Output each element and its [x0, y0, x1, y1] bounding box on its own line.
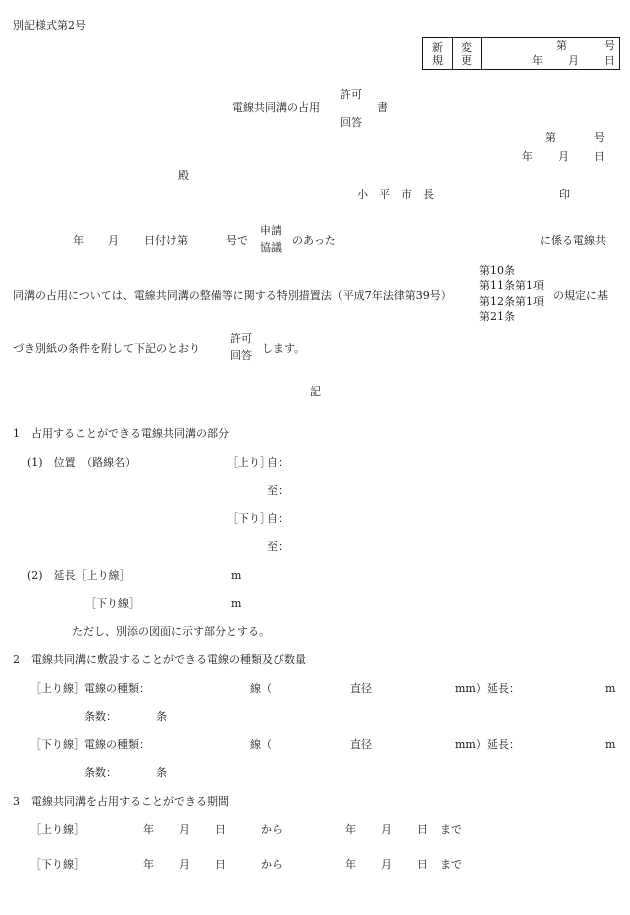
section1-heading: 1 占用することができる電線共同溝の部分 [13, 427, 229, 440]
section1-length-down-label: ［下り線］ [85, 597, 140, 610]
body-article-4: 第21条 [479, 310, 515, 323]
section2-down-count: 条数： [84, 766, 117, 779]
section3-up-end-year: 年 [345, 823, 356, 836]
body-year: 年 [73, 234, 84, 247]
section3-down-from: から [261, 858, 283, 871]
header-month: 月 [568, 54, 579, 67]
doc-date-year: 年 [522, 150, 533, 163]
body-article-2: 第11条第1項 [479, 279, 544, 292]
header-change-top: 変 [461, 41, 472, 54]
section2-down-length: 延長： [487, 738, 520, 751]
body-option-consult: 協議 [260, 241, 282, 254]
ki-heading: 記 [310, 385, 321, 398]
section1-position-label: (1) 位置 （路線名） [27, 456, 137, 469]
body-dated: 日付け第 [144, 234, 188, 247]
body-article-3: 第12条第1項 [479, 295, 544, 308]
section1-length-label: (2) 延長［上り線］ [27, 569, 131, 582]
section2-up-count: 条数： [84, 710, 117, 723]
body-option-permit: 許可 [230, 332, 252, 345]
title-main: 電線共同溝の占用 [232, 101, 320, 114]
body-number: 号で [226, 234, 248, 247]
section2-up-label: ［上り線］ [30, 682, 85, 695]
section1-down-from: 自： [267, 512, 289, 525]
doc-date-day: 日 [594, 150, 605, 163]
section2-up-diameter: 直径 [350, 682, 372, 695]
issuer-seal: 印 [559, 188, 570, 201]
section3-down-start-day: 日 [215, 858, 226, 871]
body-article-1: 第10条 [479, 264, 515, 277]
section3-down-end-year: 年 [345, 858, 356, 871]
header-day: 日 [604, 54, 615, 67]
section2-down-wire: 線（ [250, 738, 272, 751]
section1-length-up-unit: m [231, 569, 242, 582]
section2-down-cable-type: 電線の種類： [84, 738, 150, 751]
section3-down-end-day: 日 [417, 858, 428, 871]
section2-up-mm: mm） [455, 682, 487, 695]
section1-down-label: ［下り］ [227, 512, 271, 525]
section3-up-from: から [261, 823, 283, 836]
form-label: 別記様式第2号 [13, 19, 86, 32]
header-number-suffix: 号 [604, 39, 615, 52]
title-option-permit: 許可 [340, 88, 362, 101]
section3-down-end-month: 月 [381, 858, 392, 871]
title-option-answer: 回答 [340, 116, 362, 129]
body-line3-end: します。 [262, 342, 306, 355]
section2-up-count-unit: 条 [156, 710, 167, 723]
body-after: のあった [292, 234, 336, 247]
section2-up-length: 延長： [487, 682, 520, 695]
addressee-honorific: 殿 [178, 169, 189, 182]
section1-down-to: 至： [267, 540, 289, 553]
doc-date-month: 月 [558, 150, 569, 163]
section3-up-end-month: 月 [381, 823, 392, 836]
section2-down-count-unit: 条 [156, 766, 167, 779]
section2-up-wire: 線（ [250, 682, 272, 695]
section2-down-mm: mm） [455, 738, 487, 751]
header-divider [452, 37, 453, 70]
section3-up-end-day: 日 [417, 823, 428, 836]
body-line3-text: づき別紙の条件を附して下記のとおり [13, 342, 200, 355]
header-new-top: 新 [432, 41, 443, 54]
section1-up-label: ［上り］ [227, 456, 271, 469]
section1-note: ただし、別添の図面に示す部分とする。 [72, 625, 270, 638]
section2-down-label: ［下り線］ [30, 738, 85, 751]
header-new-bottom: 規 [432, 54, 443, 67]
section3-heading: 3 電線共同溝を占用することができる期間 [13, 795, 229, 808]
header-year: 年 [532, 54, 543, 67]
section2-up-cable-type: 電線の種類： [84, 682, 150, 695]
section2-up-length-unit: m [605, 682, 616, 695]
section2-down-diameter: 直径 [350, 738, 372, 751]
header-divider [481, 37, 482, 70]
section3-up-start-year: 年 [143, 823, 154, 836]
title-suffix: 書 [377, 101, 388, 114]
section3-down-start-year: 年 [143, 858, 154, 871]
body-option-apply: 申請 [260, 224, 282, 237]
doc-number-prefix: 第 [545, 131, 556, 144]
section3-up-start-month: 月 [179, 823, 190, 836]
section3-down-label: ［下り線］ [30, 858, 85, 871]
section2-down-length-unit: m [605, 738, 616, 751]
section3-up-start-day: 日 [215, 823, 226, 836]
body-option-answer: 回答 [230, 349, 252, 362]
section1-length-down-unit: m [231, 597, 242, 610]
body-month: 月 [108, 234, 119, 247]
body-line2-end: の規定に基 [553, 289, 608, 302]
issuer-mayor: 小 平 市 長 [357, 188, 434, 201]
body-line2-text: 同溝の占用については、電線共同溝の整備等に関する特別措置法（平成7年法律第39号） [13, 289, 452, 302]
header-number-prefix: 第 [556, 39, 567, 52]
body-line1-end: に係る電線共 [540, 234, 606, 247]
section3-down-start-month: 月 [179, 858, 190, 871]
section3-up-until: まで [440, 823, 462, 836]
section1-up-from: 自： [267, 456, 289, 469]
section3-up-label: ［上り線］ [30, 823, 85, 836]
section1-up-to: 至： [267, 484, 289, 497]
section3-down-until: まで [440, 858, 462, 871]
section2-heading: 2 電線共同溝に敷設することができる電線の種類及び数量 [13, 653, 306, 666]
doc-number-suffix: 号 [594, 131, 605, 144]
header-change-bottom: 更 [461, 54, 472, 67]
